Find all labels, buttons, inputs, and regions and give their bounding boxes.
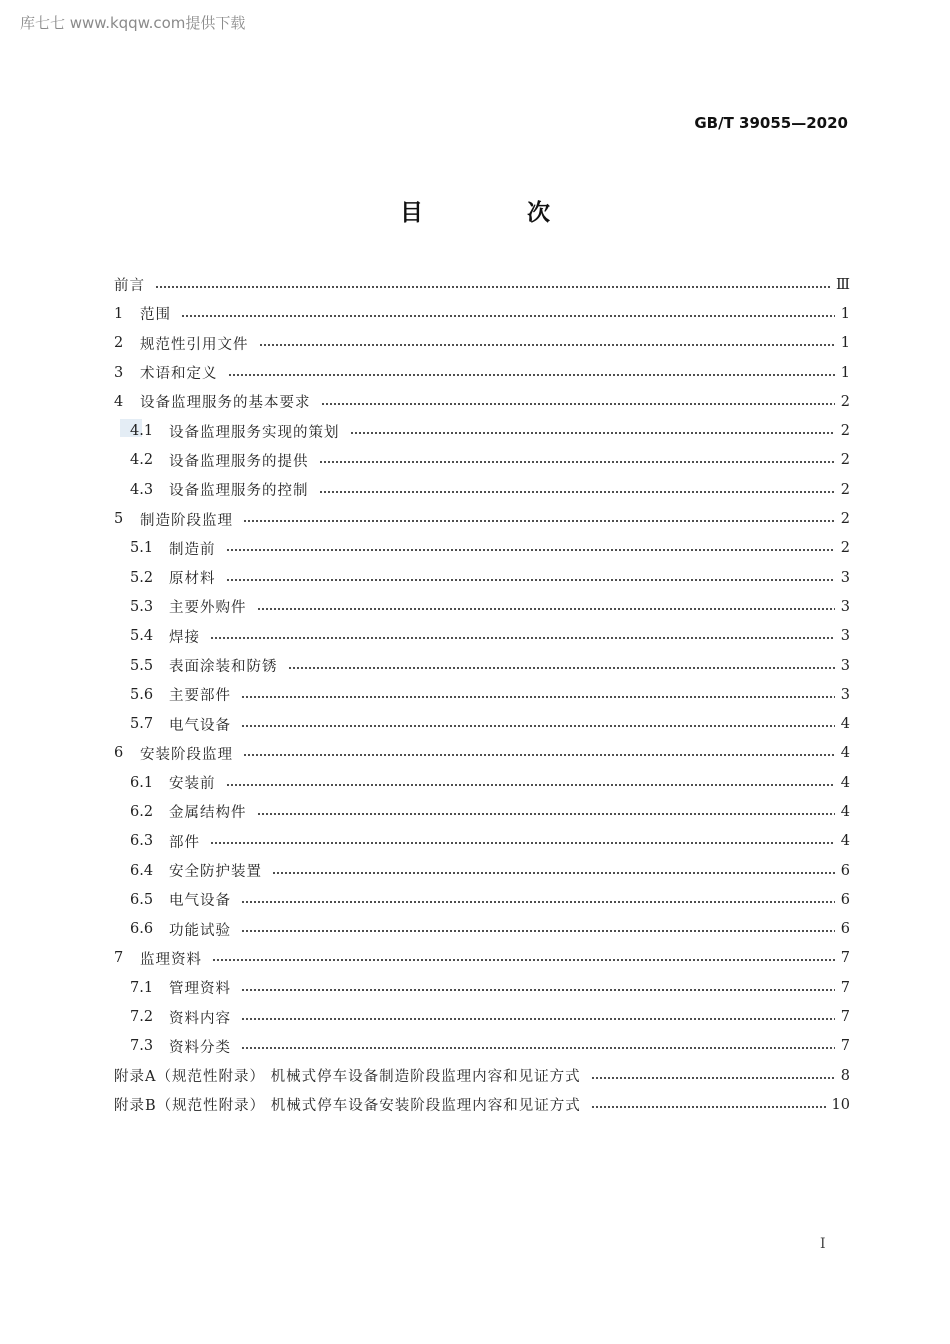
dot-leader [243,520,835,522]
toc-entry[interactable] [114,622,850,651]
toc-entry-title: 附录B（规范性附录） 机械式停车设备安装阶段监理内容和见证方式 [114,1098,581,1115]
toc-entry-page: 2 [840,452,850,469]
toc-entry-number: 4.2 [130,452,154,469]
toc-entry-title: 监理资料 [140,951,202,968]
toc-entry-number: 5 [114,511,124,528]
dot-leader [321,403,835,405]
toc-entry-title: 原材料 [169,571,216,588]
toc-entry-number: 3 [114,364,124,381]
toc-entry-number: 6 [114,745,124,762]
dot-leader [241,930,835,932]
dot-leader [591,1106,826,1108]
toc-entry-page: 3 [840,569,850,586]
toc-entry[interactable] [114,1032,850,1061]
toc-entry-number: 5.1 [130,540,154,557]
toc-entry-number: 7.3 [130,1038,154,1055]
dot-leader [257,608,835,610]
toc-entry-page: 2 [840,481,850,498]
dot-leader [241,725,835,727]
toc-entry-number: 7.2 [130,1009,154,1026]
dot-leader [212,959,835,961]
toc-entry[interactable] [114,797,850,826]
toc-entry-title: 制造前 [169,541,216,558]
toc-entry-title: 部件 [169,834,200,851]
toc-entry[interactable] [114,827,850,856]
toc-entry-title: 电气设备 [169,893,231,910]
toc-entry-title: 制造阶段监理 [140,512,233,529]
toc-entry[interactable] [114,1002,850,1031]
toc-entry-page: 8 [840,1067,850,1084]
toc-entry[interactable] [114,885,850,914]
toc-entry[interactable] [114,534,850,563]
toc-entry-title: 前言 [114,278,145,295]
toc-entry[interactable] [114,446,850,475]
dot-leader [226,579,835,581]
toc-entry-title: 规范性引用文件 [140,336,249,353]
toc-entry-title: 管理资料 [169,981,231,998]
toc-entry-title: 表面涂装和防锈 [169,659,278,675]
dot-leader [591,1077,835,1079]
toc-entry-number: 6.5 [130,891,154,908]
toc-entry-number: 5.3 [130,598,154,615]
toc-entry[interactable] [114,387,850,416]
toc-entry-number: 4 [114,393,124,410]
toc-entry[interactable] [114,504,850,533]
toc-entry-page: 7 [840,1038,850,1055]
toc-entry[interactable] [114,475,850,504]
watermark-text: 库七七 www.kqqw.com提供下载 [20,14,246,32]
toc-entry[interactable] [114,329,850,358]
toc-entry-page: Ⅲ [836,276,850,293]
toc-entry-page: 7 [840,979,850,996]
toc-entry-page: 4 [840,803,850,820]
toc-entry-page: 2 [840,423,850,440]
toc-entry-title: 设备监理服务的提供 [169,453,309,470]
toc-entry-title: 金属结构件 [169,805,247,822]
dot-leader [228,374,835,376]
toc-entry-title: 范围 [140,307,171,324]
dot-leader [210,842,835,844]
toc-entry-number: 5.5 [130,657,154,674]
toc-entry[interactable] [114,739,850,768]
toc-entry-page: 1 [840,335,850,352]
dot-leader [226,784,835,786]
toc-entry-page: 3 [840,628,850,645]
toc-entry-page: 3 [840,657,850,674]
toc-entry[interactable] [114,563,850,592]
toc-entry-page: 3 [840,686,850,703]
toc-entry-page: 6 [840,921,850,938]
page-number: I [820,1236,826,1252]
toc-entry-title: 主要外购件 [169,600,247,617]
toc-entry-number: 6.3 [130,833,154,850]
toc-entry-title: 主要部件 [169,688,231,705]
toc-entry-title: 资料分类 [169,1039,231,1056]
toc-entry-page: 6 [840,891,850,908]
toc-entry-number: 4.3 [130,481,154,498]
dot-leader [272,872,835,874]
toc-entry-number: 4.1 [130,423,154,440]
toc-entry-page: 2 [840,393,850,410]
toc-entry-title: 安全防护装置 [169,864,262,881]
toc-entry-title: 安装阶段监理 [140,746,233,763]
dot-leader [288,667,835,669]
dot-leader [241,989,835,991]
toc-entry[interactable] [114,709,850,738]
dot-leader [257,813,835,815]
toc-entry-page: 3 [840,598,850,615]
toc-entry-number: 5.2 [130,569,154,586]
toc-entry-number: 6.6 [130,921,154,938]
toc-entry-title: 安装前 [169,776,216,793]
standard-code: GB/T 39055—2020 [694,114,848,132]
toc-entry-title: 功能试验 [169,922,231,939]
toc-entry-page: 7 [840,1009,850,1026]
toc-entry[interactable] [114,680,850,709]
toc-entry-number: 6.1 [130,774,154,791]
dot-leader [241,901,835,903]
toc-entry[interactable] [114,915,850,944]
toc-entry-page: 4 [840,774,850,791]
toc-entry-number: 2 [114,335,124,352]
page-title: 目 次 [399,200,598,226]
toc-entry-number: 5.7 [130,716,154,733]
toc-entry-number: 1 [114,305,124,322]
toc-entry-page: 1 [840,305,850,322]
dot-leader [181,315,835,317]
toc-entry-page: 4 [840,745,850,762]
dot-leader [259,344,835,346]
dot-leader [241,1047,835,1049]
toc-entry-number: 6.2 [130,803,154,820]
dot-leader [241,1018,835,1020]
toc-entry-page: 2 [840,511,850,528]
dot-leader [226,549,835,551]
toc-entry-page: 7 [840,950,850,967]
dot-leader [319,461,835,463]
dot-leader [241,696,835,698]
toc-entry-number: 6.4 [130,862,154,879]
toc-entry-number: 7.1 [130,979,154,996]
toc-entry[interactable] [114,270,850,299]
table-of-contents [114,270,850,1120]
toc-entry-page: 6 [840,862,850,879]
toc-entry-title: 资料内容 [169,1010,231,1027]
dot-leader [319,491,835,493]
toc-entry-page: 10 [831,1096,850,1113]
toc-entry-title: 附录A（规范性附录） 机械式停车设备制造阶段监理内容和见证方式 [114,1069,581,1086]
toc-entry-number: 7 [114,950,124,967]
toc-entry[interactable] [114,592,850,621]
dot-leader [210,637,835,639]
toc-entry-page: 4 [840,833,850,850]
toc-entry-number: 5.6 [130,686,154,703]
dot-leader [350,432,835,434]
toc-entry[interactable] [114,768,850,797]
toc-entry[interactable] [114,944,850,973]
dot-leader [155,286,830,288]
toc-entry-title: 电气设备 [169,717,231,734]
toc-entry-title: 术语和定义 [140,366,218,383]
toc-entry-page: 4 [840,716,850,733]
toc-entry[interactable] [114,1090,850,1119]
toc-entry-page: 2 [840,540,850,557]
toc-entry-title: 设备监理服务的基本要求 [140,395,311,412]
toc-entry[interactable] [114,1061,850,1090]
toc-entry-title: 焊接 [169,629,200,646]
dot-leader [243,754,835,756]
toc-entry-title: 设备监理服务的控制 [169,483,309,500]
toc-entry-title: 设备监理服务实现的策划 [169,424,340,441]
toc-entry-page: 1 [840,364,850,381]
toc-entry-number: 5.4 [130,628,154,645]
toc-entry[interactable] [114,651,850,680]
toc-entry[interactable] [114,299,850,328]
toc-entry[interactable] [114,416,850,445]
toc-entry[interactable] [114,973,850,1002]
toc-entry[interactable] [114,358,850,387]
toc-entry[interactable] [114,856,850,885]
